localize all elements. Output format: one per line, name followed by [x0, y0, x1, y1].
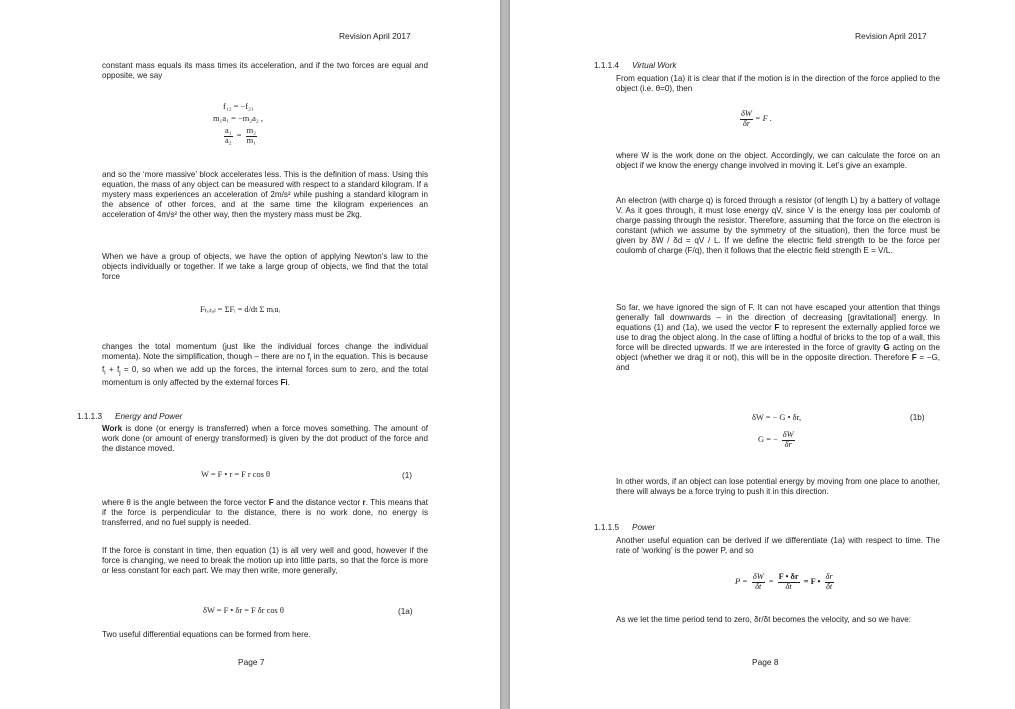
paragraph: When we have a group of objects, we have the option of applying Newton’s law to the objects individually or together. If we take a large group of objects, we find that the total force: [102, 252, 428, 282]
paragraph: where W is the work done on the object. Accordingly, we can calculate the force on an object if we know the energy change involved in moving it. Let’s give an example.: [616, 151, 940, 171]
paragraph: If the force is constant in time, then equation (1) is all very well and good, however if the force is changing, we need to break the motion up into little parts, so that the force is more or less constant for each part. We may then write, more generally,: [102, 546, 428, 576]
paragraph: From equation (1a) it is clear that if the motion is in the direction of the force applied to the object (i.e. θ=0), then: [616, 74, 940, 94]
equation-number: (1a): [398, 607, 413, 616]
paragraph: An electron (with charge q) is forced through a resistor (of length L) by a battery of voltage V. As it goes through, it must lose energy qV, since V is the energy loss per coulomb of charge passing through the resistor. Therefore, assuming that the force on the electron is constant (which we assume by the symmetry of the situation), then the force must be given by δW / δd = qV / L. If we define the electric field strength to be the force per coulomb of charge (F/q), then it follows that the electric field strength E = V/L.: [616, 196, 940, 256]
paragraph: Two useful differential equations can be formed from here.: [102, 630, 311, 639]
equation-number: (1): [402, 471, 413, 480]
paragraph: As we let the time period tend to zero, δr/δt becomes the velocity, and so we have:: [616, 615, 911, 624]
equation: f₁₂ = −f₂₁: [223, 102, 254, 111]
paragraph: changes the total momentum (just like the individual forces change the individual momenta). Note the simplification, though – there are no $f_i$ in the equation. This is because $f_i + f_j = 0$, so when we add up the forces, the internal forces sum to zero, and the total momentum is only affected by the external forces Fi.: [102, 342, 429, 388]
paragraph: where θ is the angle between the force vector F and the distance vector r. This means that if the force is perpendicular to the distance, there is no work done, no energy is transferred, and no fuel supply is needed.: [102, 498, 429, 528]
paragraph: and so the ‘more massive’ block accelerates less. This is the definition of mass. Using this equation, the mass of any object can be measured with respect to a standard kilogram. If a mystery mass experiences an acceleration of 2m/s² while pushing a standard kilogram in the absence of other forces, and at the same time the kilogram experiences an acceleration of 4m/s² the other way, then the mystery mass must be 2kg.: [102, 170, 428, 220]
paragraph: So far, we have ignored the sign of F. It can not have escaped your attention that things generally fall downwards – in the direction of decreasing [gravitational] energy. In equations (1) and (1a), we used the vector F to represent the externally applied force we use to drag the object along. In the case of lifting a hodful of bricks to the top of a wall, this force will be directed upwards. If we are interested in the force of gravity G acting on the object (whether we drag it or not), this will be in the opposite direction. Therefore F = −G, and: [616, 303, 941, 373]
paragraph: Work is done (or energy is transferred) when a force moves something. The amount of work done (or amount of energy transformed) is given by the dot product of the force and the distance moved.: [102, 424, 428, 454]
page-footer: Page 7: [238, 657, 265, 667]
paragraph: In other words, if an object can lose potential energy by moving from one place to another, there will always be a force trying to push it in this direction.: [616, 477, 940, 497]
equation: $\frac{\text{a₁}}{\text{a₂}}$ = $\frac{\text{m₂}}{\text{m₁}}$: [225, 126, 256, 145]
page-8: [510, 0, 1015, 709]
equation: W = F • r = F r cos θ: [201, 470, 271, 479]
page-7: [0, 0, 500, 709]
equation: P = $\frac{\delta W}{\delta t}$ = $\frac{F • \delta r}{\delta t}$ = F • $\frac{\delta r}{\delta t}$: [735, 572, 833, 591]
equation: G = − $\frac{\delta W}{\delta r}$: [758, 430, 794, 449]
section-heading: 1.1.1.3 Energy and Power: [77, 412, 183, 421]
equation: $\frac{\delta W}{\delta r}$ = F .: [741, 109, 772, 128]
paragraph: Another useful equation can be derived if we differentiate (1a) with respect to time. The rate of ‘working’ is the power P, and so: [616, 536, 940, 556]
section-heading: 1.1.1.4 Virtual Work: [594, 61, 677, 70]
section-heading: 1.1.1.5 Power: [594, 523, 656, 532]
equation: δW = F • δr = F δr cos θ: [203, 606, 284, 615]
equation-number: (1b): [910, 413, 925, 422]
equation: δW = − G • δr,: [752, 413, 802, 422]
page-header: Revision April 2017: [855, 31, 927, 41]
page-header: Revision April 2017: [339, 31, 411, 41]
equation: m₁a₁ = −m₂a₂ ,: [213, 114, 263, 123]
equation: Fₜₒₜₐₗ = ΣFᵢ = d/dt Σ mᵢuᵢ: [200, 305, 280, 314]
page-footer: Page 8: [752, 657, 779, 667]
paragraph: constant mass equals its mass times its acceleration, and if the two forces are equal and opposite, we say: [102, 61, 428, 81]
